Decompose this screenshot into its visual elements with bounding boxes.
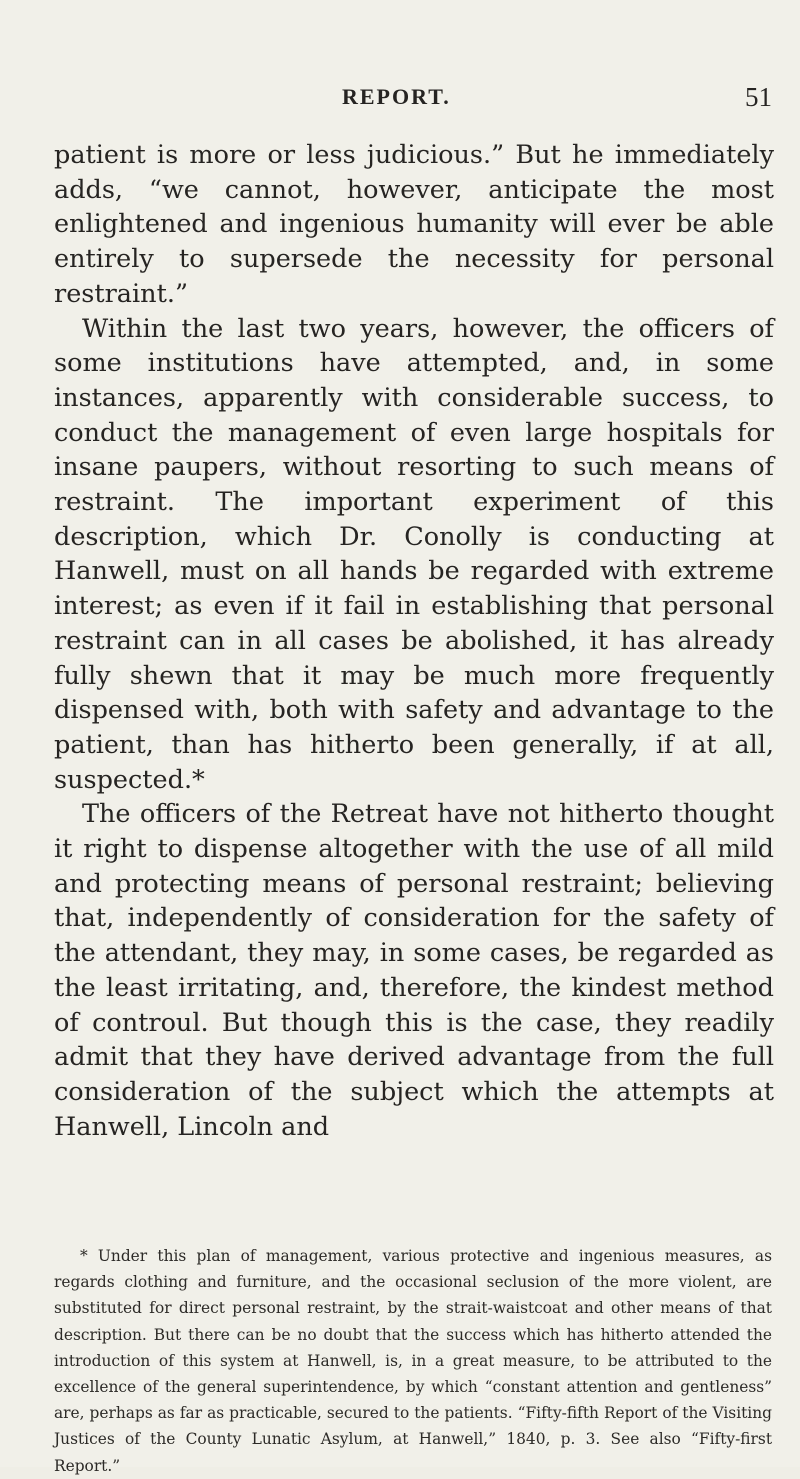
footnote: * Under this plan of management, various protective and ingenious measures, as regards clothing and furniture, and the occasional seclusion of the more violent, are substituted for direct personal restraint, by the strait-waistcoat and other means of that description. But there can be no doubt that the success which has hitherto attended the introduction of this system at Hanwell, is, in a great measure, to be attributed to the excellence of the general superintendence, by which “constant attention and gentleness” are, perhaps as far as practicable, secured to the patients. “Fifty-fifth Report of the Visiting Justices of the County Lunatic Asylum, at Hanwell,” 1840, p. 3. See also “Fifty-first Report.” — [54, 1247, 772, 1475]
body-text — [54, 138, 774, 1144]
running-head — [252, 84, 772, 114]
paragraph: The officers of the Retreat have not hitherto thought it right to dispense altogether with the use of all mild and protecting means of personal restraint; believing that, independently of consideration for the safety of the attendant, they may, in some cases, be regarded as the least irritating, and, therefore, the kindest method of controul. But though this is the case, they readily admit that they have derived advantage from the full consideration of the subject which the attempts at Hanwell, Lincoln and — [54, 799, 774, 1142]
page-number: 51 — [745, 82, 772, 112]
running-title: REPORT. — [342, 84, 451, 109]
paragraph-continuation: patient is more or less judicious.” But he immediately adds, “we cannot, however, anticipate the most enlightened and ingenious humanity will ever be able entirely to supersede the necessity for personal restraint.” — [54, 140, 774, 309]
paragraph: Within the last two years, however, the officers of some institutions have attempted, and, in some instances, apparently with considerable success, to conduct the management of even large hospitals for insane paupers, without resorting to such means of restraint. The important experiment of this description, which Dr. Conolly is conducting at Hanwell, must on all hands be regarded with extreme interest; as even if it fail in establishing that personal restraint can in all cases be abolished, it has already fully shewn that it may be much more frequently dispensed with, both with safety and advantage to the patient, than has hitherto been generally, if at all, suspected.* — [54, 313, 774, 795]
